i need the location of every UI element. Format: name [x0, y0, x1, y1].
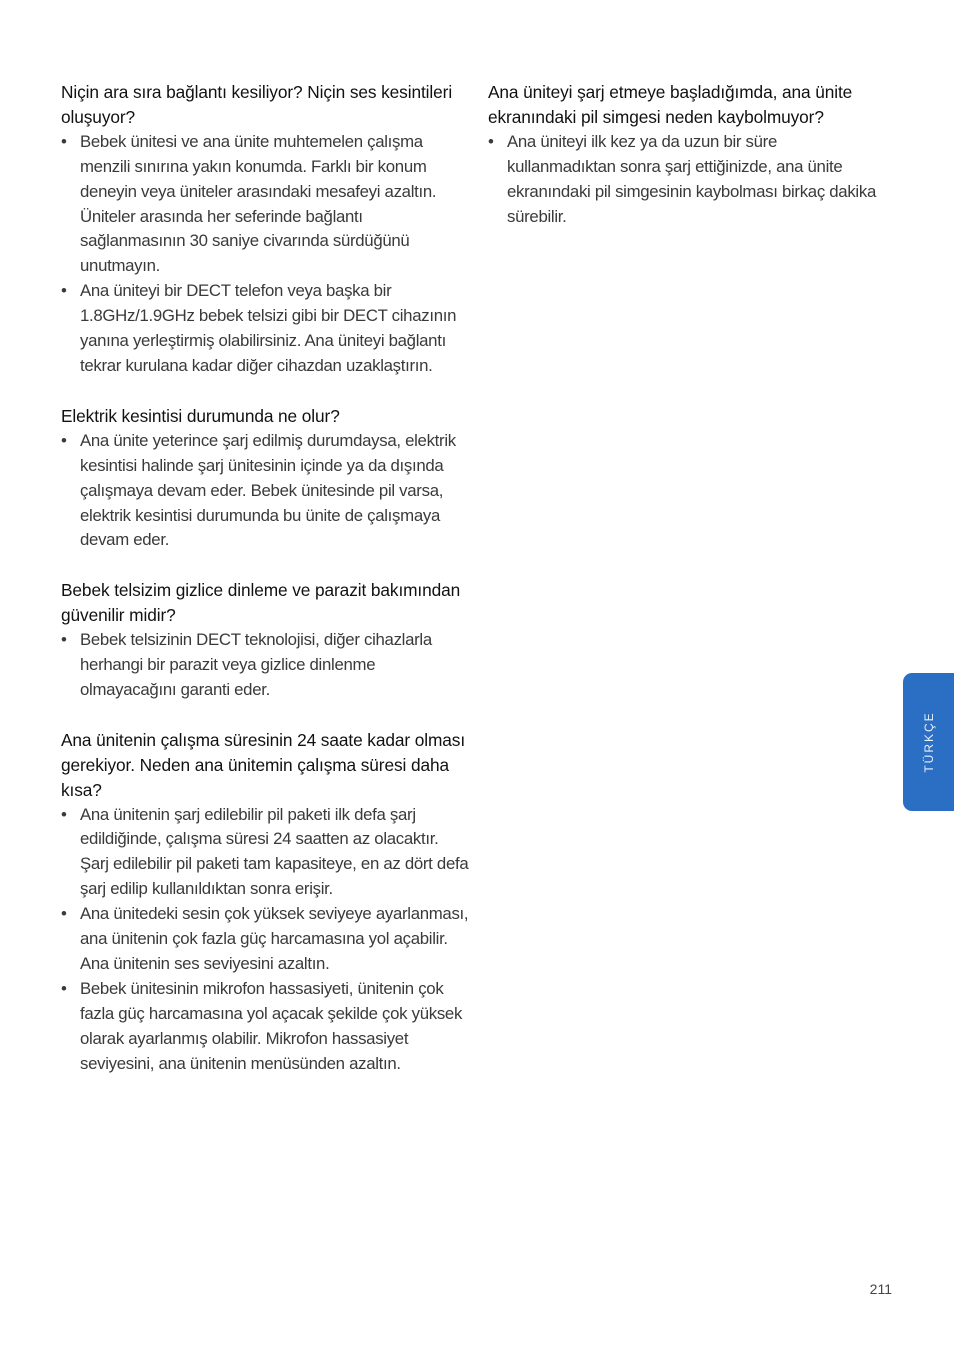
faq-item — [61, 578, 471, 703]
bullet-icon: • — [61, 430, 67, 450]
faq-answer — [61, 977, 471, 1077]
bullet-icon: • — [61, 281, 67, 301]
faq-answer-list — [61, 628, 471, 703]
faq-question: Niçin ara sıra bağlantı kesiliyor? Niçin ses kesintileri oluşuyor? — [61, 82, 453, 127]
faq-answer — [61, 803, 471, 903]
faq-answer-text: Ana ünitenin şarj edilebilir pil paketi ilk defa şarj edildiğinde, çalışma süresi 24 saatten az olacaktır. Şarj edilebilir pil paketi tam kapasiteye, en az dört defa şarj edilip kullanıldıktan sonra erişir. — [80, 804, 469, 899]
faq-answer — [61, 279, 471, 379]
bullet-icon: • — [61, 978, 67, 998]
right-column — [488, 80, 883, 254]
faq-answer-text: Ana ünite yeterince şarj edilmiş durumdaysa, elektrik kesintisi halinde şarj ünitesinin içinde ya da dışında çalışmaya devam eder. Bebek ünitesinde pil varsa, elektrik kesintisi durumunda bu ünite de çalışmaya devam eder. — [80, 430, 456, 550]
faq-answer — [61, 429, 471, 554]
faq-answer-text: Ana üniteyi bir DECT telefon veya başka bir 1.8GHz/1.9GHz bebek telsizi gibi bir DECT cihazının yanına yerleştirmiş olabilirsiniz. Ana üniteyi bağlantı tekrar kurulana kadar diğer cihazdan uzaklaştırın. — [80, 281, 457, 375]
bullet-icon: • — [488, 131, 494, 151]
faq-answer-text: Bebek ünitesi ve ana ünite muhtemelen çalışma menzili sınırına yakın konumda. Farklı bir konum deneyin veya üniteler arasındaki mesafeyi azaltın. Üniteler arasında her seferinde bağlantı sağlanmasının 30 saniye civarında sürdüğünü unutmayın. — [80, 131, 437, 276]
faq-answer-text: Ana üniteyi ilk kez ya da uzun bir süre kullanmadıktan sonra şarj ettiğinizde, ana ünite ekranındaki pil simgesinin kaybolması birkaç dakika sürebilir. — [507, 131, 876, 226]
page-number: 211 — [869, 1281, 892, 1297]
language-tab-label: TÜRKÇE — [921, 711, 936, 773]
bullet-icon: • — [61, 630, 67, 650]
left-column — [61, 80, 471, 1102]
bullet-icon: • — [61, 131, 67, 151]
faq-question: Elektrik kesintisi durumunda ne olur? — [61, 405, 340, 426]
faq-answer-text: Bebek ünitesinin mikrofon hassasiyeti, ünitenin çok fazla güç harcamasına yol açacak şekilde çok yüksek olarak ayarlanmış olabilir. Mikrofon hassasiyet seviyesini, ana ünitenin menüsünden azaltın. — [80, 978, 463, 1073]
faq-item — [61, 728, 471, 1077]
faq-answer-text: Ana ünitedeki sesin çok yüksek seviyeye ayarlanması, ana ünitenin çok fazla güç harcamasına yol açabilir. Ana ünitenin ses seviyesini azaltın. — [80, 904, 469, 973]
faq-answer-list — [61, 429, 471, 554]
bullet-icon: • — [61, 804, 67, 824]
language-tab — [903, 673, 954, 811]
faq-answer-list — [61, 130, 471, 379]
faq-question: Ana üniteyi şarj etmeye başladığımda, ana ünite ekranındaki pil simgesi neden kaybolmuyor? — [488, 82, 853, 127]
faq-answer — [61, 902, 471, 977]
faq-question: Bebek telsizim gizlice dinleme ve parazit bakımından güvenilir midir? — [61, 580, 461, 626]
faq-answer-text: Bebek telsizinin DECT teknolojisi, diğer cihazlarla herhangi bir parazit veya gizlice dinlenme olmayacağını garanti eder. — [80, 630, 432, 699]
faq-answer-list — [61, 803, 471, 1077]
faq-answer — [488, 130, 883, 230]
faq-answer — [61, 130, 471, 279]
faq-item — [61, 404, 471, 553]
faq-item — [488, 80, 883, 229]
bullet-icon: • — [61, 904, 67, 924]
faq-answer-list — [488, 130, 883, 230]
faq-question: Ana ünitenin çalışma süresinin 24 saate kadar olması gerekiyor. Neden ana ünitemin çalışma süresi daha kısa? — [61, 729, 466, 800]
faq-item — [61, 80, 471, 379]
faq-answer — [61, 628, 471, 703]
